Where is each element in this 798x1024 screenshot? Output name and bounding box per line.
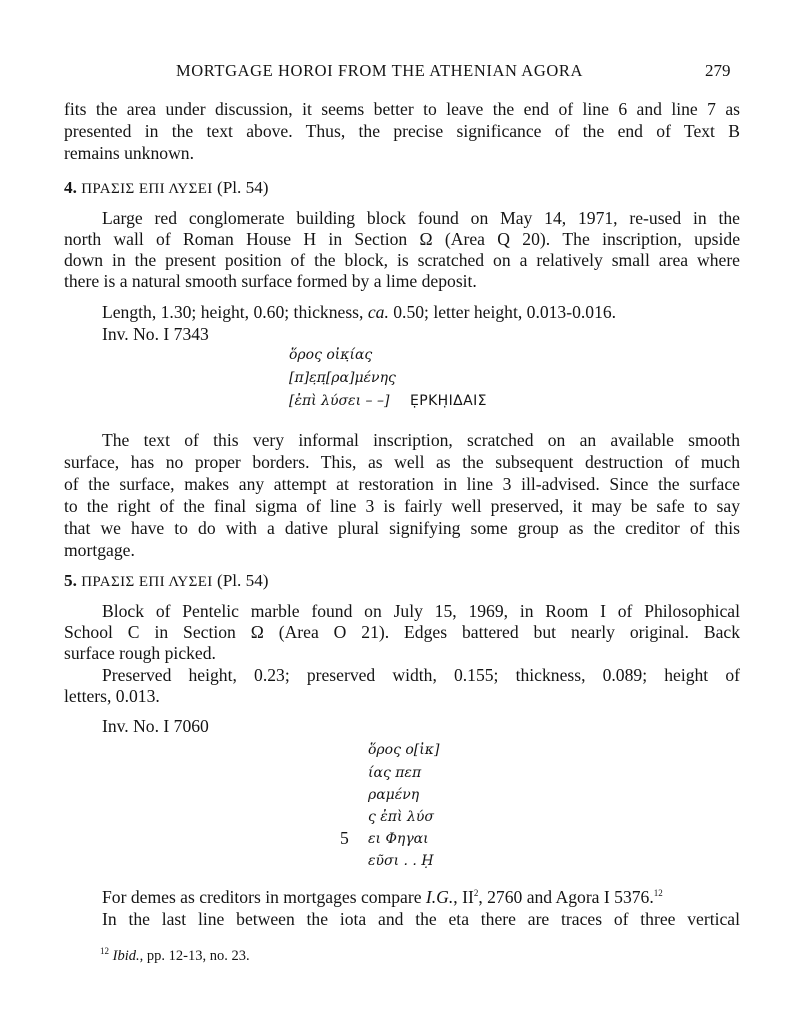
footnote-marker: 12	[100, 946, 109, 957]
intro-line: presented in the text above. Thus, the precise significance of the end of Text B	[64, 121, 740, 141]
paragraph-line: In the last line between the iota and the eta there are traces of three vertical	[102, 909, 740, 929]
section-title-greek: ΠΡΑΣΙΣ ΕΠΙ ΛΥΣΕΙ	[81, 574, 213, 590]
plate-reference: (Pl. 54)	[216, 571, 269, 590]
paragraph-text: , 2760 and Agora I 5376.	[478, 887, 654, 907]
paragraph-line: Block of Pentelic marble found on July 15, 1969, in Room I of Philosophical	[102, 601, 740, 621]
paragraph-line: Large red conglomerate building block found on May 14, 1971, re-used in the	[102, 208, 740, 228]
plate-reference: (Pl. 54)	[216, 178, 269, 197]
dimensions-line	[102, 302, 616, 323]
dimensions-text: Length, 1.30; height, 0.60; thickness,	[102, 302, 368, 322]
dimensions-ca: ca.	[367, 302, 389, 322]
footnote-reference: 12	[653, 888, 663, 899]
section-number: 4.	[64, 178, 77, 197]
running-title: MORTGAGE HOROI FROM THE ATHENIAN AGORA	[176, 61, 583, 80]
inscription-line: [π]ε̣π̣[ρα]μένης	[289, 370, 396, 386]
footnote	[100, 948, 250, 965]
paragraph-line: surface rough picked.	[64, 643, 216, 663]
section-5-heading	[64, 571, 269, 591]
inscription-line: εῦσι . . Ḥ	[368, 853, 434, 869]
footnote-text: , pp. 12-13, no. 23.	[139, 948, 250, 964]
paragraph-line: School C in Section Ω (Area O 21). Edges battered but nearly original. Back	[64, 622, 740, 642]
inscription-line: ίας πεπ	[368, 765, 422, 781]
paragraph-line: The text of this very informal inscription, scratched on an available smooth	[102, 430, 740, 450]
paragraph-text: , II	[453, 887, 474, 907]
paragraph-line: down in the present position of the block, is scratched on a relatively small area where	[64, 250, 740, 270]
paragraph-line: there is a natural smooth surface formed by a lime deposit.	[64, 271, 477, 291]
paragraph-text: For demes as creditors in mortgages compare	[102, 887, 426, 907]
superscript: 2	[473, 888, 479, 899]
inscription-caps: ẸΡΚΗ̣ΙΔΑΙΣ	[410, 393, 487, 409]
inscription-line: ει Φηγαι	[368, 831, 429, 847]
inscription-line: ὅρος ο[ἰκ]	[368, 742, 440, 758]
page-number: 279	[705, 61, 731, 80]
inscription-line: [ἐπὶ λύσει – –]	[289, 393, 390, 409]
dimensions-text: 0.50; letter height, 0.013-0.016.	[388, 302, 617, 322]
paragraph-line: surface, has no proper borders. This, as well as the subsequent destruction of much	[64, 452, 740, 472]
section-title-greek: ΠΡΑΣΙΣ ΕΠΙ ΛΥΣΕΙ	[81, 181, 213, 197]
paragraph-line: mortgage.	[64, 540, 135, 560]
intro-line: fits the area under discussion, it seems better to leave the end of line 6 and line 7 as	[64, 99, 740, 119]
paragraph-line: to the right of the final sigma of line 3 is fairly well preserved, it may be safe to say	[64, 496, 740, 516]
inscription-line: ς ἐπὶ λύσ	[368, 809, 434, 825]
inscription-line: ραμένη	[368, 787, 420, 803]
paragraph-line: that we have to do with a dative plural signifying some group as the creditor of this	[64, 518, 740, 538]
paragraph-line	[102, 887, 663, 908]
inventory-number: Inv. No. I 7060	[102, 716, 209, 736]
citation-ig: I.G.	[425, 887, 454, 907]
dimensions-line: letters, 0.013.	[64, 686, 160, 706]
intro-line: remains unknown.	[64, 143, 194, 163]
section-number: 5.	[64, 571, 77, 590]
section-4-heading	[64, 178, 269, 198]
paragraph-line: of the surface, makes any attempt at restoration in line 3 ill-advised. Since the surface	[64, 474, 740, 494]
line-number-marker: 5	[340, 828, 349, 848]
inscription-line: ὅρος οἰκ̣ίας	[289, 347, 373, 363]
footnote-ibid: Ibid.	[112, 948, 140, 964]
inventory-number: Inv. No. I 7343	[102, 324, 209, 344]
paragraph-line: north wall of Roman House H in Section Ω (Area Q 20). The inscription, upside	[64, 229, 740, 249]
dimensions-line: Preserved height, 0.23; preserved width, 0.155; thickness, 0.089; height of	[102, 665, 740, 685]
